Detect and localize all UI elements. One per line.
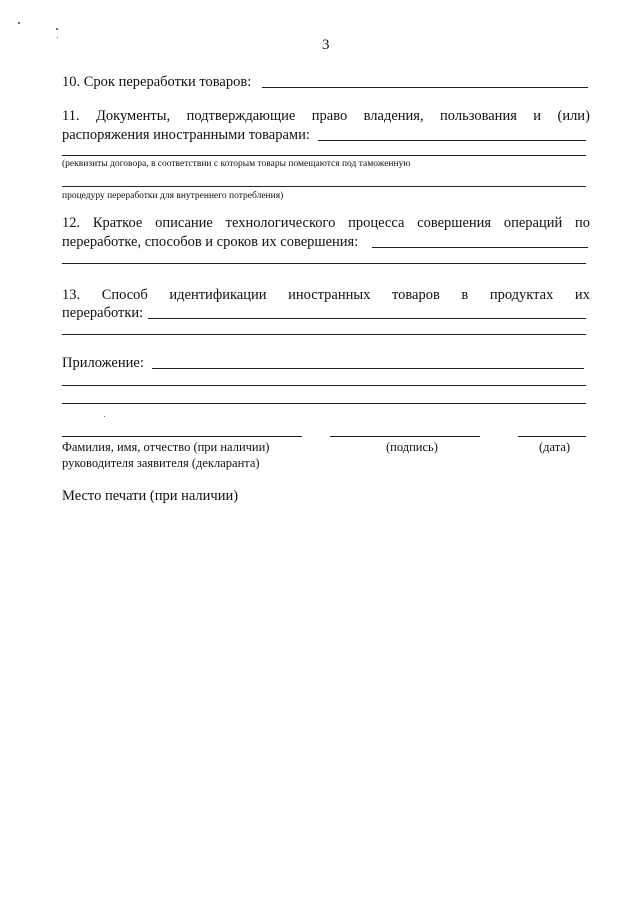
item-11-word: и — [533, 108, 542, 124]
item-13-word: идентификации — [169, 287, 267, 303]
item-11-word: 11. — [62, 108, 80, 124]
item-11-heading — [62, 107, 590, 125]
item-12-word: технологического — [225, 215, 336, 231]
item-11-word: право — [311, 108, 348, 124]
sign-caption: (подпись) — [386, 440, 438, 454]
date-caption: (дата) — [539, 440, 571, 454]
item-11-line2: распоряжения иностранными товарами: — [62, 127, 310, 143]
item-11-word: (или) — [557, 108, 590, 124]
item-13-word: продуктах — [489, 287, 554, 303]
page-number: 3 — [322, 37, 330, 53]
item-12-word: 12. — [62, 215, 81, 231]
item-11-word: Документы, — [96, 108, 171, 124]
item-12-heading — [62, 214, 590, 232]
appendix-label: Приложение: — [62, 355, 144, 371]
item-13-field[interactable] — [148, 318, 586, 319]
item-12-word: совершения — [417, 215, 492, 231]
item-13-word: Способ — [101, 287, 148, 303]
item-12-field-2[interactable] — [62, 263, 586, 264]
scan-speck — [18, 22, 20, 24]
item-12-word: по — [574, 215, 590, 231]
item-12-word: операций — [503, 215, 563, 231]
date-signature-line[interactable] — [518, 436, 586, 437]
item-12-word: описание — [155, 215, 213, 231]
item-13-heading — [62, 286, 590, 304]
sign-signature-line[interactable] — [330, 436, 480, 437]
item-11-word: владения, — [363, 108, 424, 124]
item-11-field-3[interactable] — [62, 186, 586, 187]
item-12-field[interactable] — [372, 247, 588, 248]
name-caption-1: Фамилия, имя, отчество (при наличии) — [62, 440, 270, 454]
item-12-line2: переработке, способов и сроков их совершения: — [62, 234, 359, 250]
appendix-field-2[interactable] — [62, 385, 586, 386]
item-11-field[interactable] — [318, 140, 586, 141]
item-13-word: иностранных — [288, 287, 371, 303]
item-13-field-2[interactable] — [62, 334, 586, 335]
item-13-word: 13. — [62, 287, 81, 303]
scan-speck — [57, 37, 58, 38]
item-13-word: в — [461, 287, 469, 303]
item-11-note-1: (реквизиты договора, в соответствии с которым товары помещаются под таможенную — [62, 159, 411, 169]
item-11-word: подтверждающие — [186, 108, 296, 124]
item-10-field[interactable] — [262, 87, 588, 88]
item-11-word: пользования — [440, 108, 517, 124]
name-signature-line[interactable] — [62, 436, 302, 437]
item-10-label: 10. Срок переработки товаров: — [62, 74, 252, 90]
scan-speck — [104, 416, 105, 417]
item-13-word: их — [574, 287, 590, 303]
item-12-word: процесса — [348, 215, 405, 231]
item-11-note-2: процедуру переработки для внутреннего потребления) — [62, 191, 284, 201]
item-11-field-2[interactable] — [62, 155, 586, 156]
appendix-field[interactable] — [152, 368, 584, 369]
item-13-line2: переработки: — [62, 305, 144, 321]
stamp-place-label: Место печати (при наличии) — [62, 488, 239, 504]
item-13-word: товаров — [391, 287, 440, 303]
name-caption-2: руководителя заявителя (декларанта) — [62, 456, 260, 470]
appendix-field-3[interactable] — [62, 403, 586, 404]
scan-speck — [56, 28, 58, 30]
item-12-word: Краткое — [92, 215, 143, 231]
